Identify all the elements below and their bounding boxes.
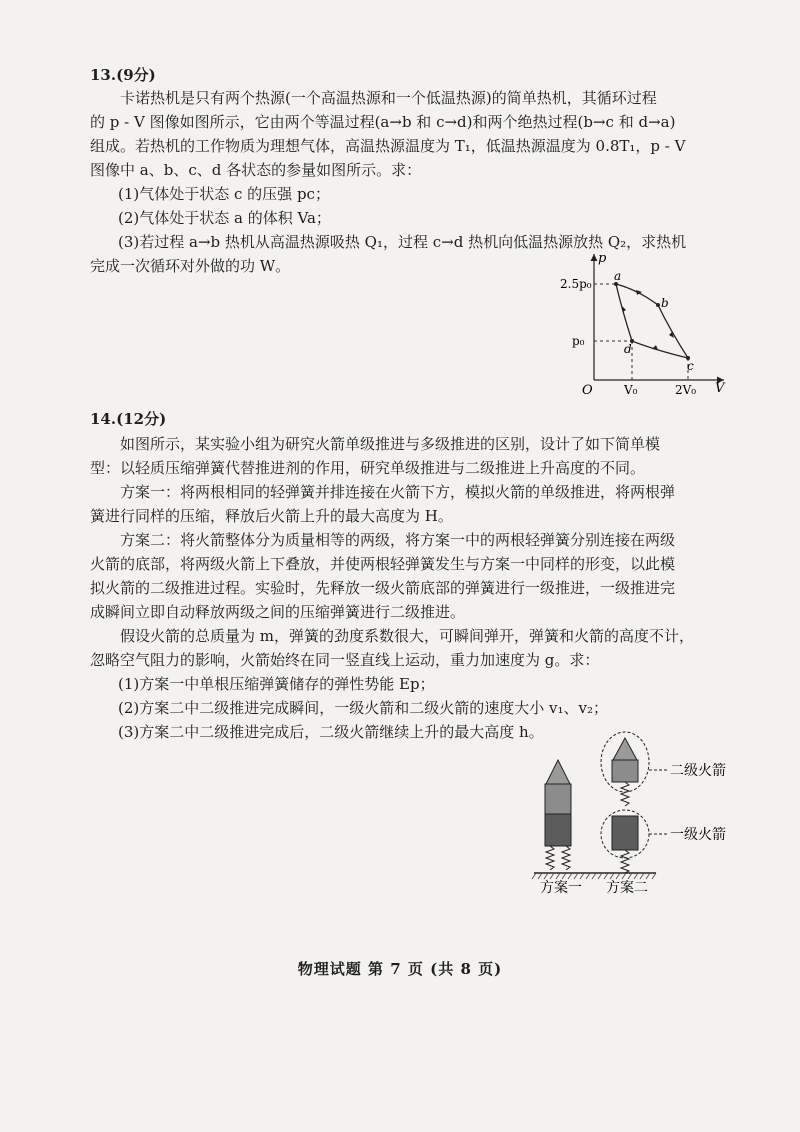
p-tick-high: 2.5p₀ (560, 277, 592, 291)
q14-para2-line-2: 簧进行同样的压缩，释放后火箭上升的最大高度为 H。 (90, 507, 453, 525)
plan2-rocket (601, 732, 649, 873)
state-d-label: d (624, 342, 632, 356)
label-plan2: 方案二 (606, 880, 648, 896)
q13-subquestion-2: (2)气体处于状态 a 的体积 Va； (118, 209, 331, 227)
adiabat-d-a (616, 284, 632, 341)
q14-para2-line-1: 方案一：将两根相同的轻弹簧并排连接在火箭下方，模拟火箭的单级推进，将两根弹 (120, 483, 676, 501)
adiabat-b-c (658, 305, 688, 358)
q14-para3-line-2: 火箭的底部，将两级火箭上下叠放，并使两根轻弹簧发生与方案一中同样的形变，以此模 (90, 555, 676, 573)
question-13-header: 13.(9分) (90, 66, 156, 84)
state-b-label: b (661, 296, 669, 310)
label-plan1: 方案一 (540, 880, 582, 896)
q14-subquestion-2: (2)方案二中二级推进完成瞬间，一级火箭和二级火箭的速度大小 v₁、v₂； (118, 699, 608, 717)
q13-subquestion-3-line-1: (3)若过程 a→b 热机从高温热源吸热 Q₁，过程 c→d 热机向低温热源放热 Q₂，求热机 (118, 233, 687, 251)
p-tick-low: p₀ (572, 334, 585, 348)
q14-para1-line-1: 如图所示，某实验小组为研究火箭单级推进与多级推进的区别，设计了如下简单模 (120, 435, 661, 453)
q13-intro-line-1: 卡诺热机是只有两个热源(一个高温热源和一个低温热源)的简单热机，其循环过程 (120, 89, 657, 107)
q13-intro-line-2: 的 p - V 图像如图所示，它由两个等温过程(a→b 和 c→d)和两个绝热过程(b→c 和 d→a) (90, 113, 676, 131)
q13-subquestion-3-line-2: 完成一次循环对外做的功 W。 (90, 257, 291, 275)
q14-para4-line-2: 忽略空气阻力的影响，火箭始终在同一竖直线上运动，重力加速度为 g。求： (90, 651, 600, 669)
q14-para3-line-1: 方案二：将火箭整体分为质量相等的两级，将方案一中的两根轻弹簧分别连接在两级 (120, 531, 676, 549)
v-tick-1: V₀ (624, 383, 638, 395)
page-footer: 物理试题 第 7 页 (共 8 页) (297, 960, 503, 978)
label-stage1: 一级火箭 (670, 827, 726, 843)
p-axis-label: p (598, 251, 607, 266)
state-c-label: c (687, 359, 694, 373)
q13-intro-line-3: 组成。若热机的工作物质为理想气体，高温热源温度为 T₁，低温热源温度为 0.8T₁，p - V (90, 137, 686, 155)
origin-label: O (582, 383, 593, 395)
q13-subquestion-1: (1)气体处于状态 c 的压强 pc； (118, 185, 330, 203)
state-a-label: a (614, 269, 622, 283)
q14-para3-line-4: 成瞬间立即自动释放两级之间的压缩弹簧进行二级推进。 (90, 603, 466, 621)
v-axis-label: V (715, 381, 725, 395)
q14-para4-line-1: 假设火箭的总质量为 m，弹簧的劲度系数很大，可瞬间弹开，弹簧和火箭的高度不计， (120, 627, 694, 645)
q14-para1-line-2: 型：以轻质压缩弹簧代替推进剂的作用，研究单级推进与二级推进上升高度的不同。 (90, 459, 646, 477)
label-stage2: 二级火箭 (670, 763, 726, 779)
q14-subquestion-3: (3)方案二中二级推进完成后，二级火箭继续上升的最大高度 h。 (118, 723, 544, 741)
q14-para3-line-3: 拟火箭的二级推进过程。实验时，先释放一级火箭底部的弹簧进行一级推进，一级推进完 (90, 579, 676, 597)
rocket-diagram (520, 730, 760, 900)
question-14-header: 14.(12分) (90, 410, 167, 428)
v-tick-2: 2V₀ (675, 383, 697, 395)
plan1-rocket (545, 760, 571, 870)
pv-diagram (560, 250, 730, 395)
q13-intro-line-4: 图像中 a、b、c、d 各状态的参量如图所示。求： (90, 161, 422, 179)
q14-subquestion-1: (1)方案一中单根压缩弹簧储存的弹性势能 Ep； (118, 675, 435, 693)
